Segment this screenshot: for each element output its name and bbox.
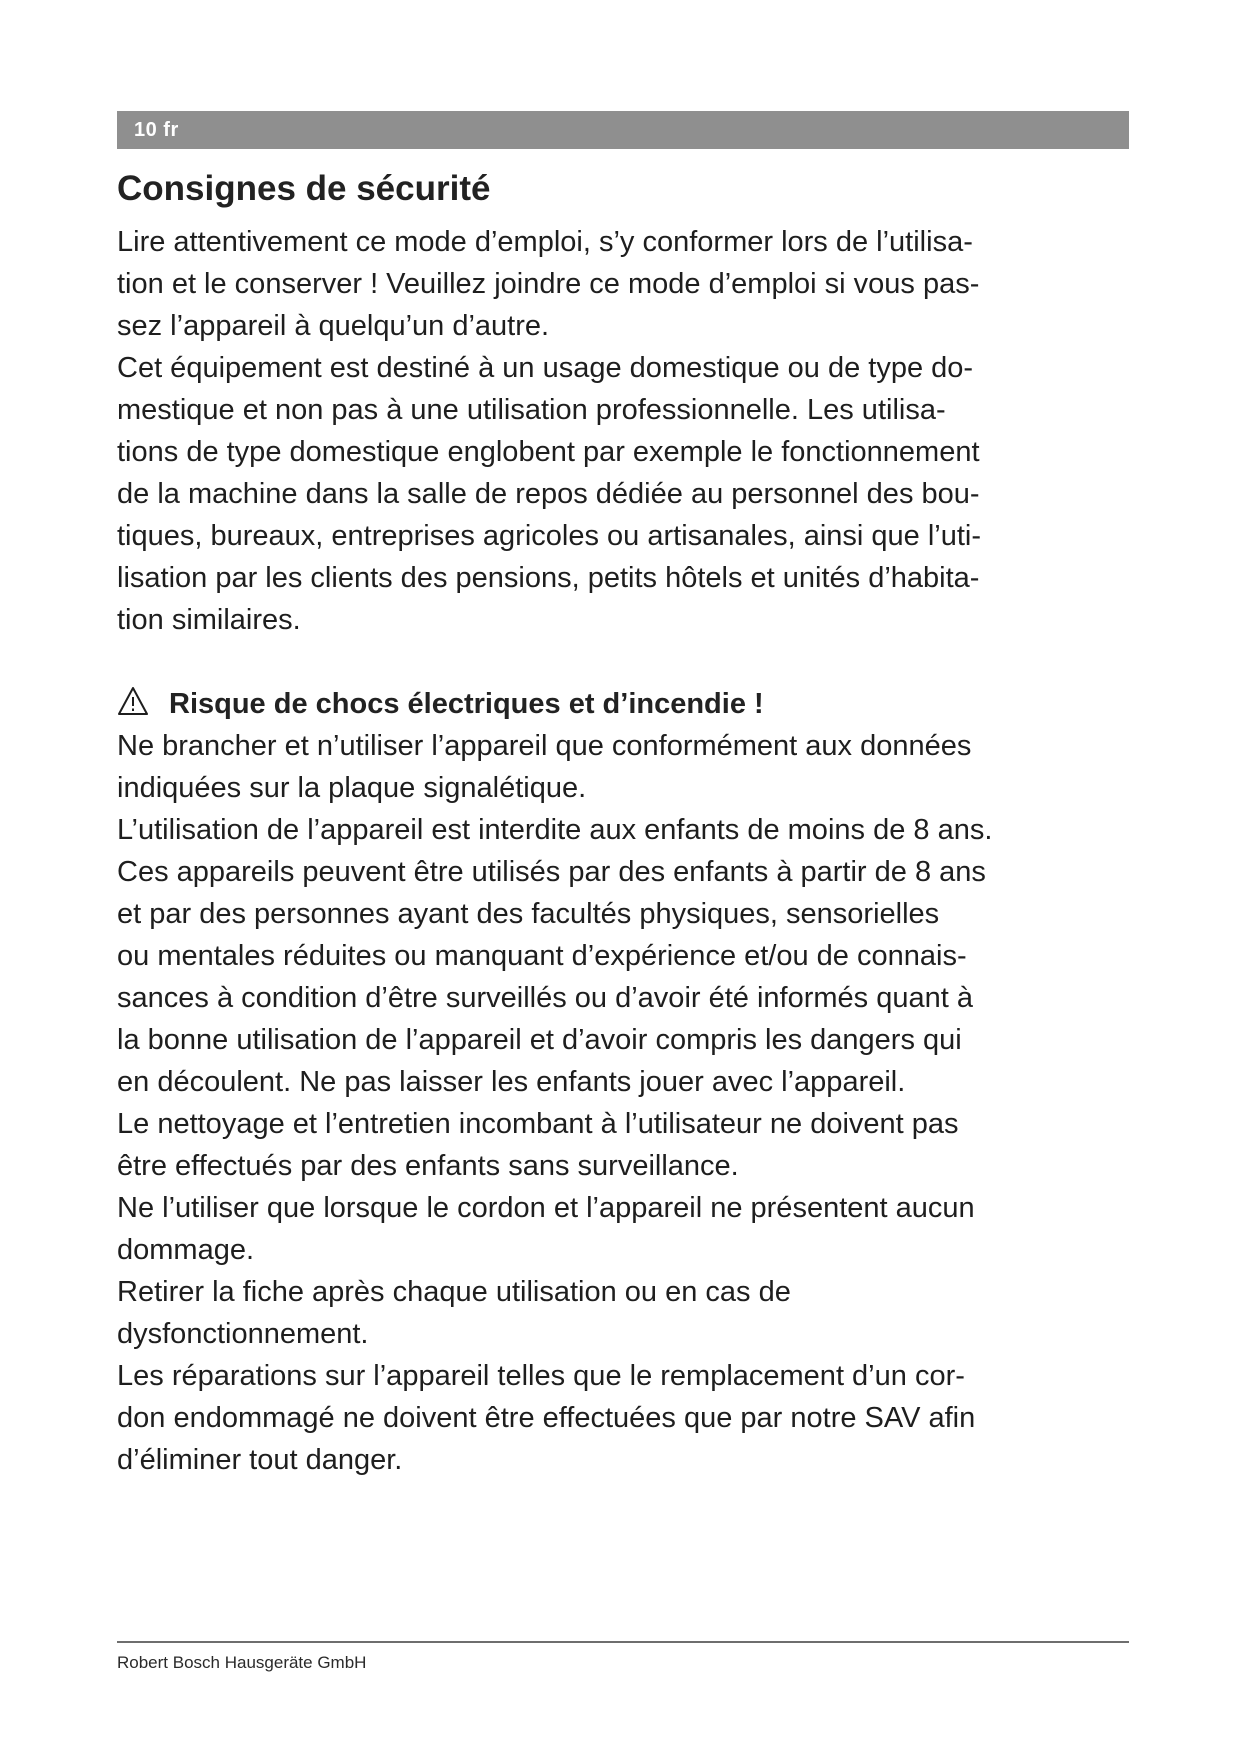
warning-paragraph [117,725,1137,1481]
warning-line: L’utilisation de l’appareil est interdite aux enfants de moins de 8 ans. [117,814,993,846]
warning-line: Le nettoyage et l’entretien incombant à l’utilisateur ne doivent pas [117,1108,959,1140]
warning-line: Ne l’utiliser que lorsque le cordon et l’appareil ne présentent aucun [117,1192,975,1224]
intro-line: Lire attentivement ce mode d’emploi, s’y conformer lors de l’utilisa- [117,226,973,258]
page-title: Consignes de sécurité [117,169,491,208]
warning-line: dommage. [117,1234,255,1266]
footer-divider [117,1641,1129,1643]
warning-line: d’éliminer tout danger. [117,1444,403,1476]
warning-line: Ces appareils peuvent être utilisés par des enfants à partir de 8 ans [117,856,986,888]
intro-line: de la machine dans la salle de repos dédiée au personnel des bou- [117,478,980,510]
intro-line: tiques, bureaux, entreprises agricoles ou artisanales, ainsi que l’uti- [117,520,982,552]
warning-line: ou mentales réduites ou manquant d’expérience et/ou de connais- [117,940,967,972]
footer-company: Robert Bosch Hausgeräte GmbH [117,1653,367,1672]
page-header-bar [117,111,1129,149]
warning-line: Les réparations sur l’appareil telles que le remplacement d’un cor- [117,1360,965,1392]
warning-line: en découlent. Ne pas laisser les enfants jouer avec l’appareil. [117,1066,906,1098]
intro-line: sez l’appareil à quelqu’un d’autre. [117,310,550,342]
intro-paragraph [117,221,1137,641]
warning-line: dysfonctionnement. [117,1318,369,1350]
intro-line: tion et le conserver ! Veuillez joindre ce mode d’emploi si vous pas- [117,268,980,300]
intro-line: lisation par les clients des pensions, petits hôtels et unités d’habita- [117,562,980,594]
warning-triangle-icon [117,686,149,716]
warning-line: être effectués par des enfants sans surveillance. [117,1150,739,1182]
intro-line: Cet équipement est destiné à un usage domestique ou de type do- [117,352,974,384]
warning-line: Retirer la fiche après chaque utilisation ou en cas de [117,1276,791,1308]
warning-line: don endommagé ne doivent être effectuées que par notre SAV afin [117,1402,976,1434]
warning-heading-text: Risque de chocs électriques et d’incendie ! [169,688,764,720]
page-number-language: 10 fr [134,119,179,141]
warning-line: sances à condition d’être surveillés ou d’avoir été informés quant à [117,982,973,1014]
warning-line: indiquées sur la plaque signalétique. [117,772,587,804]
intro-line: tions de type domestique englobent par exemple le fonctionnement [117,436,980,468]
warning-line: la bonne utilisation de l’appareil et d’avoir compris les dangers qui [117,1024,962,1056]
intro-line: mestique et non pas à une utilisation professionnelle. Les utilisa- [117,394,946,426]
warning-heading [117,683,764,725]
intro-line: tion similaires. [117,604,301,636]
warning-line: Ne brancher et n’utiliser l’appareil que conformément aux données [117,730,972,762]
warning-line: et par des personnes ayant des facultés physiques, sensorielles [117,898,940,930]
